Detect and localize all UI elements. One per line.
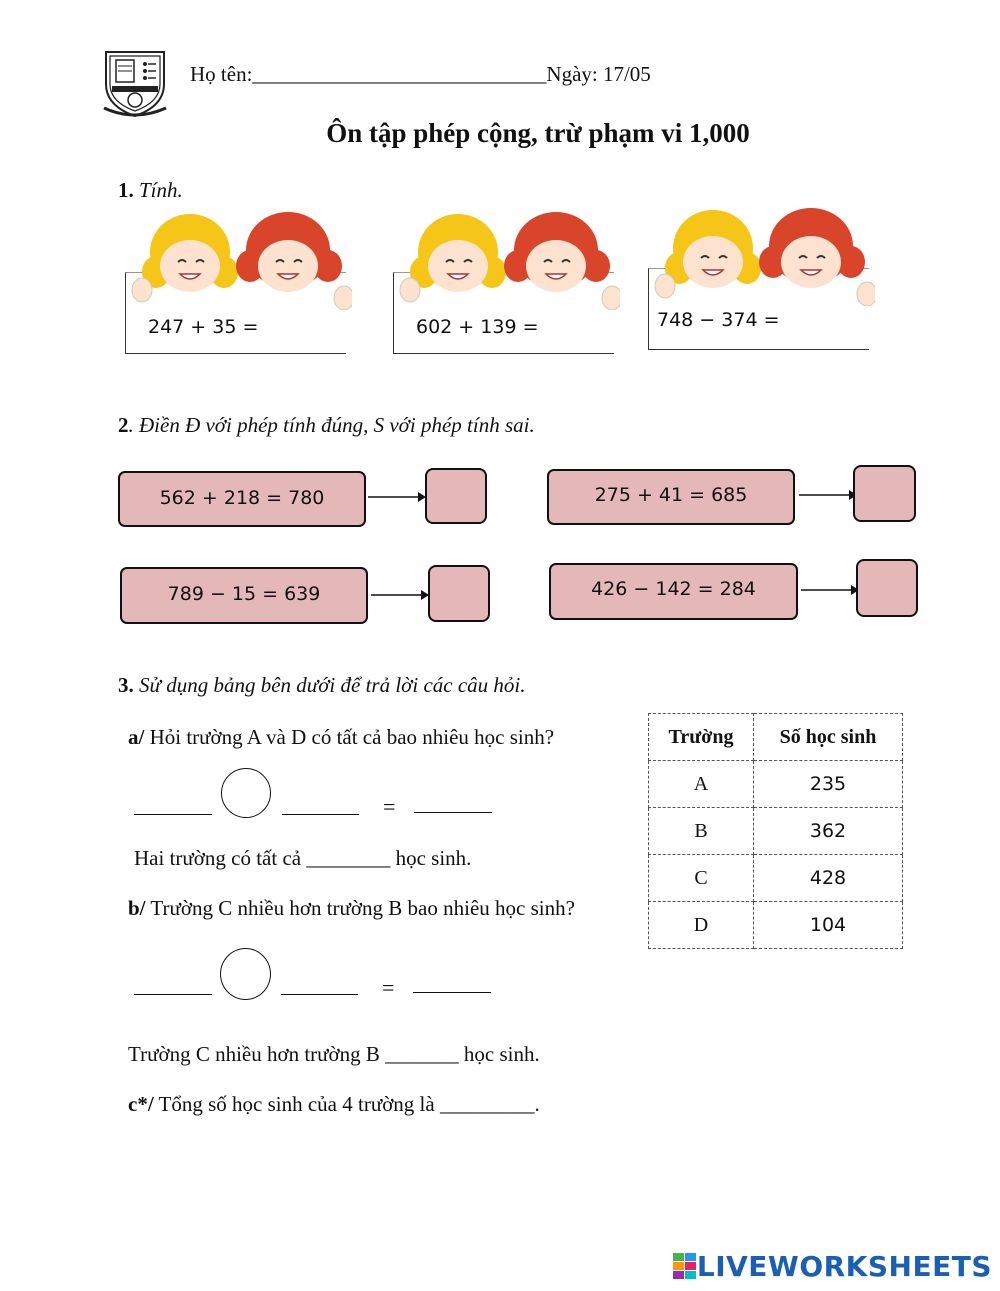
question-3-number: 3. — [118, 673, 134, 697]
table-row — [649, 902, 903, 949]
blank-operand-2[interactable] — [282, 814, 359, 815]
table-header-row — [649, 714, 903, 761]
question-1-number: 1. — [118, 178, 134, 202]
question-2-text: . Điền Đ với phép tính đúng, S với phép tính sai. — [128, 413, 535, 437]
equation-box-4: 426 − 142 = 284 — [549, 563, 798, 620]
answer-3a-text: Hai trường có tất cả ________ học sinh. — [134, 846, 472, 870]
name-blank[interactable]: ____________________________ — [252, 62, 547, 86]
question-3c — [128, 1092, 540, 1117]
answer-box-1[interactable] — [425, 468, 487, 524]
answer-3b-text: Trường C nhiều hơn trường B _______ học sinh. — [128, 1042, 540, 1066]
table-cell-school: A — [649, 761, 754, 808]
header-line — [190, 62, 651, 87]
blank-operand-2[interactable] — [281, 994, 358, 995]
answer-box-4[interactable] — [856, 559, 918, 617]
table-cell-count: 104 — [754, 902, 903, 949]
table-cell-school: D — [649, 902, 754, 949]
equals-sign: = — [383, 794, 396, 819]
question-3c-label: c*/ — [128, 1092, 154, 1116]
girls-illustration — [390, 210, 620, 310]
table-header-count: Số học sinh — [754, 714, 903, 761]
arrow-icon — [368, 490, 428, 504]
question-3b-label: b/ — [128, 896, 146, 920]
blank-operand-1[interactable] — [134, 994, 212, 995]
school-crest-logo — [100, 46, 170, 118]
table-cell-school: C — [649, 855, 754, 902]
blank-result[interactable] — [413, 992, 491, 993]
table-header-school: Trường — [649, 714, 754, 761]
question-3a-text: Hỏi trường A và D có tất cả bao nhiêu học sinh? — [144, 725, 555, 749]
question-3b — [128, 896, 575, 921]
girls-sign-2 — [390, 210, 620, 370]
table-cell-count: 428 — [754, 855, 903, 902]
question-3b-text: Trường C nhiều hơn trường B bao nhiêu học sinh? — [145, 896, 575, 920]
girls-sign-1 — [122, 210, 352, 370]
brand-logo-icon — [673, 1253, 697, 1279]
name-label: Họ tên: — [190, 62, 253, 86]
arrow-icon — [799, 488, 859, 502]
equation-box-1: 562 + 218 = 780 — [118, 471, 366, 527]
question-3a — [128, 725, 554, 750]
equation-box-2: 275 + 41 = 685 — [547, 469, 795, 525]
table-cell-count: 362 — [754, 808, 903, 855]
brand-watermark — [673, 1250, 992, 1283]
expression-2: 602 + 139 = — [416, 316, 539, 338]
table-cell-count: 235 — [754, 761, 903, 808]
answer-box-3[interactable] — [428, 565, 490, 622]
question-1-text: Tính. — [139, 178, 183, 202]
answer-box-2[interactable] — [853, 465, 916, 522]
table-cell-school: B — [649, 808, 754, 855]
question-3-text: Sử dụng bảng bên dưới để trả lời các câu hỏi. — [139, 673, 526, 697]
school-table — [648, 713, 903, 949]
blank-result[interactable] — [414, 812, 492, 813]
table-row — [649, 761, 903, 808]
arrow-icon — [371, 588, 431, 602]
question-2-number: 2 — [118, 413, 129, 437]
expression-3: 748 − 374 = — [657, 309, 780, 331]
date-label: Ngày: 17/05 — [546, 62, 651, 86]
operator-circle[interactable] — [220, 948, 271, 1000]
page-title: Ôn tập phép cộng, trừ phạm vi 1,000 — [326, 118, 750, 148]
girls-illustration — [645, 206, 875, 306]
question-2-heading — [118, 413, 535, 438]
equation-box-3: 789 − 15 = 639 — [120, 567, 368, 624]
table-row — [649, 808, 903, 855]
operator-circle[interactable] — [221, 768, 271, 818]
question-1-heading — [118, 178, 183, 203]
brand-text: LIVEWORKSHEETS — [696, 1250, 992, 1283]
equals-sign: = — [382, 975, 395, 1000]
question-3-heading — [118, 673, 526, 698]
question-3c-text: Tổng số học sinh của 4 trường là _________. — [153, 1092, 540, 1116]
arrow-icon — [801, 583, 861, 597]
expression-1: 247 + 35 = — [148, 316, 259, 338]
girls-illustration — [122, 210, 352, 310]
girls-sign-3 — [645, 206, 875, 366]
blank-operand-1[interactable] — [134, 814, 212, 815]
table-row — [649, 855, 903, 902]
question-3a-label: a/ — [128, 725, 145, 749]
